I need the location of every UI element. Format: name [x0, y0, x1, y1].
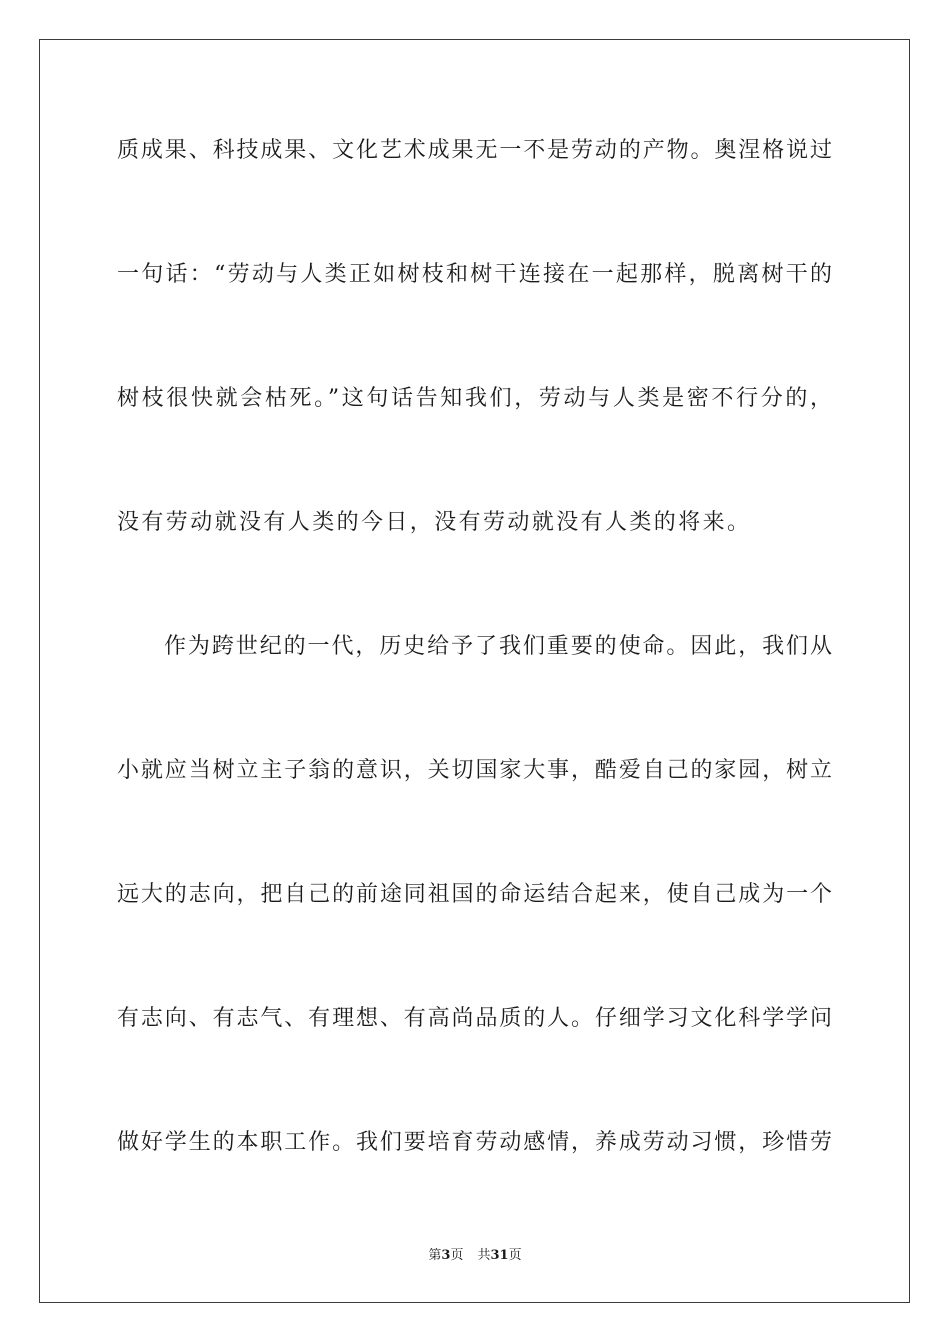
- body-text-line: 做好学生的本职工作。我们要培育劳动感情，养成劳动习惯，珍惜劳: [117, 1130, 832, 1155]
- total-pages-indicator: 共31页: [477, 1248, 522, 1263]
- body-text-line: 有志向、有志气、有理想、有高尚品质的人。仔细学习文化科学学问: [117, 1006, 832, 1031]
- page-footer: [0, 1247, 950, 1265]
- body-text-line: 树枝很快就会枯死。”这句话告知我们，劳动与人类是密不行分的，: [117, 386, 832, 411]
- page-border: [39, 39, 910, 1303]
- paragraph-first-line: 作为跨世纪的一代，历史给予了我们重要的使命。因此，我们从: [164, 634, 832, 659]
- body-text-line: 小就应当树立主子翁的意识，关切国家大事，酷爱自己的家园，树立: [117, 758, 832, 783]
- page-indicator: 第3页: [428, 1248, 464, 1263]
- current-page-number: 3: [441, 1248, 451, 1263]
- body-text-line: 远大的志向，把自己的前途同祖国的命运结合起来，使自己成为一个: [117, 882, 832, 907]
- body-text-line: 质成果、科技成果、文化艺术成果无一不是劳动的产物。奥涅格说过: [117, 138, 832, 163]
- total-page-count: 31: [490, 1248, 509, 1263]
- body-text-line: 一句话：“劳动与人类正如树枝和树干连接在一起那样，脱离树干的: [117, 262, 832, 287]
- body-text-line: 没有劳动就没有人类的今日，没有劳动就没有人类的将来。: [117, 510, 752, 535]
